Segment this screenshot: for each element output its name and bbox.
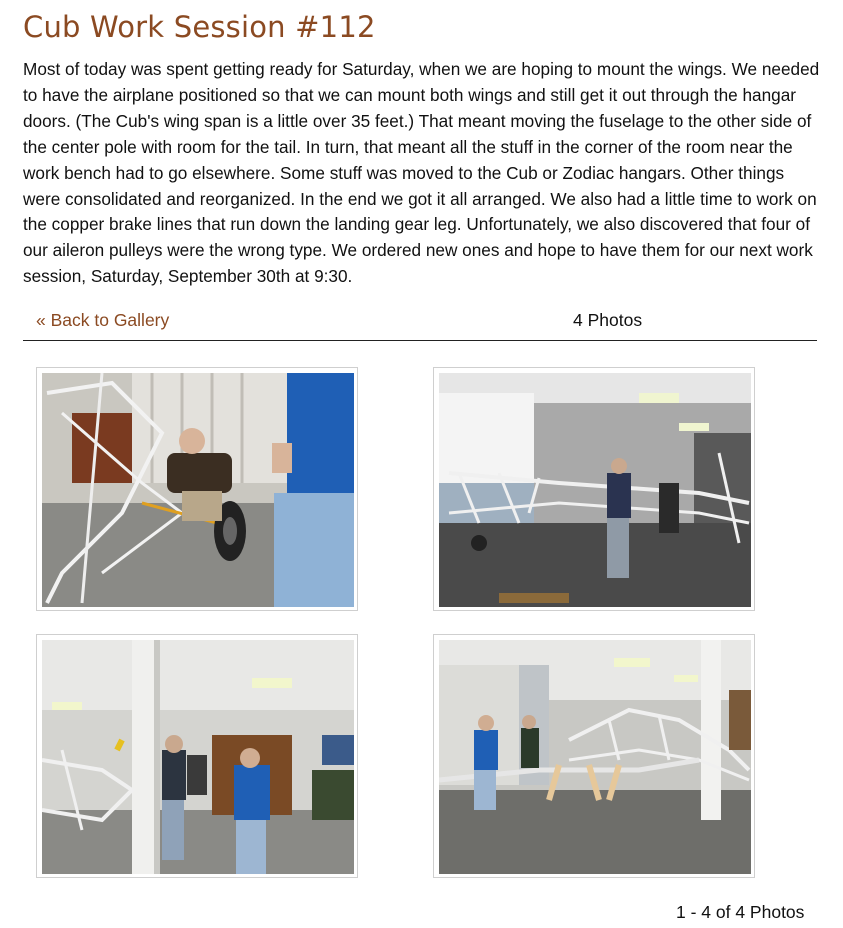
- photo-thumbnail-1[interactable]: [36, 367, 358, 611]
- photo-3-image: [42, 640, 354, 874]
- photo-thumbnail-3[interactable]: [36, 634, 358, 878]
- pagination-status: 1 - 4 of 4 Photos: [676, 902, 805, 922]
- gallery-nav-bar: [23, 310, 817, 341]
- photo-count: 4 Photos: [573, 310, 643, 330]
- page-title: Cub Work Session #112: [23, 10, 376, 44]
- back-to-gallery-link[interactable]: « Back to Gallery: [36, 310, 170, 330]
- session-description: Most of today was spent getting ready for Saturday, when we are hoping to mount the wings. We needed to have the airplane positioned so that we can mount both wings and still get it out through the hangar doors. (The Cub's wing span is a little over 35 feet.) That meant moving the fuselage to the other side of the center pole with room for the tail. In turn, that meant all the stuff in the corner of the room near the work bench had to go elsewhere. Some stuff was moved to the Cub or Zodiac hangars. Other things were consolidated and reorganized. In the end we got it all arranged. We also had a little time to work on the copper brake lines that run down the landing gear leg. Unfortunately, we also discovered that four of our aileron pulleys were the wrong type. We ordered new ones and hope to have them for our next work session, Saturday, September 30th at 9:30.: [23, 59, 820, 287]
- photo-2-image: [439, 373, 751, 607]
- photo-thumbnail-2[interactable]: [433, 367, 755, 611]
- photo-4-image: [439, 640, 751, 874]
- photo-1-image: [42, 373, 354, 607]
- photo-thumbnail-4[interactable]: [433, 634, 755, 878]
